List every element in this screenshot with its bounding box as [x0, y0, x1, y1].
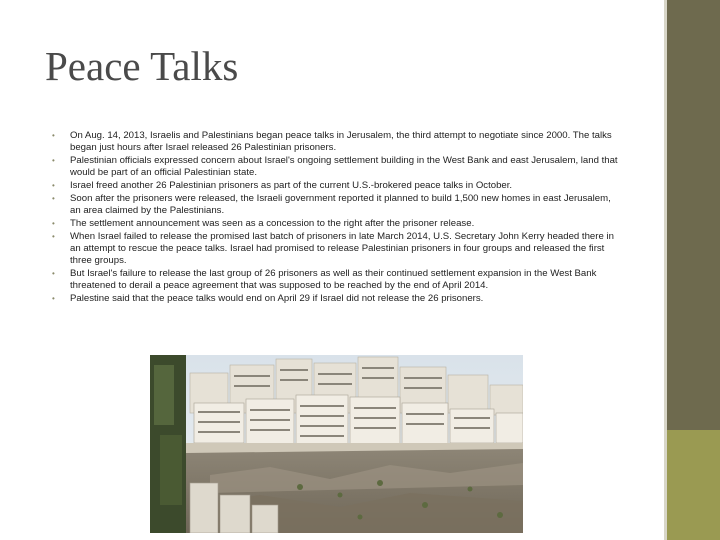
bullet-text: On Aug. 14, 2013, Israelis and Palestinians began peace talks in Jerusalem, the third attempt to negotiate since 2000. The talks began just hours after Israel released 26 Palestinian prisoners. [70, 130, 612, 153]
bullet-item [52, 180, 624, 192]
bullet-item [52, 268, 624, 292]
bullet-text: Israel freed another 26 Palestinian prisoners as part of the current U.S.-brokered peace talks in October. [70, 180, 513, 191]
bullet-icon: • [52, 156, 55, 165]
bullet-item [52, 231, 624, 267]
bullet-text: Soon after the prisoners were released, the Israeli government reported it planned to build 1,500 new homes in east Jerusalem, an area claimed by the Palestinians. [70, 193, 611, 216]
bullet-text: When Israel failed to release the promised last batch of prisoners in late March 2014, U.S. Secretary John Kerry headed there in an attempt to rescue the peace talks. Israel had promised to release Palestinian prisoners in four groups and released the first three groups. [70, 231, 614, 266]
bullet-icon: • [52, 294, 55, 303]
bullet-icon: • [52, 181, 55, 190]
sidebar-accent-block [667, 430, 720, 540]
bullet-item [52, 218, 624, 230]
bullet-icon: • [52, 232, 55, 241]
bullet-text: But Israel's failure to release the last group of 26 prisoners as well as their continued settlement expansion in the West Bank threatened to derail a peace agreement that was supposed to be reached by the end of April 2014. [70, 268, 597, 291]
bullet-item [52, 293, 624, 305]
slide-title: Peace Talks [45, 43, 239, 89]
bullet-text: The settlement announcement was seen as a concession to the right after the prisoner release. [70, 218, 475, 229]
bullet-list [52, 130, 624, 306]
bullet-icon: • [52, 219, 55, 228]
bullet-text: Palestine said that the peace talks would end on April 29 if Israel did not release the 26 prisoners. [70, 293, 484, 304]
bullet-item [52, 193, 624, 217]
settlement-photo [150, 355, 523, 533]
bullet-text: Palestinian officials expressed concern about Israel's ongoing settlement building in the West Bank and east Jerusalem, land that would be part of an official Palestinian state. [70, 155, 618, 178]
bullet-item [52, 155, 624, 179]
bullet-item [52, 130, 624, 154]
bullet-icon: • [52, 131, 55, 140]
bullet-icon: • [52, 194, 55, 203]
bullet-icon: • [52, 269, 55, 278]
